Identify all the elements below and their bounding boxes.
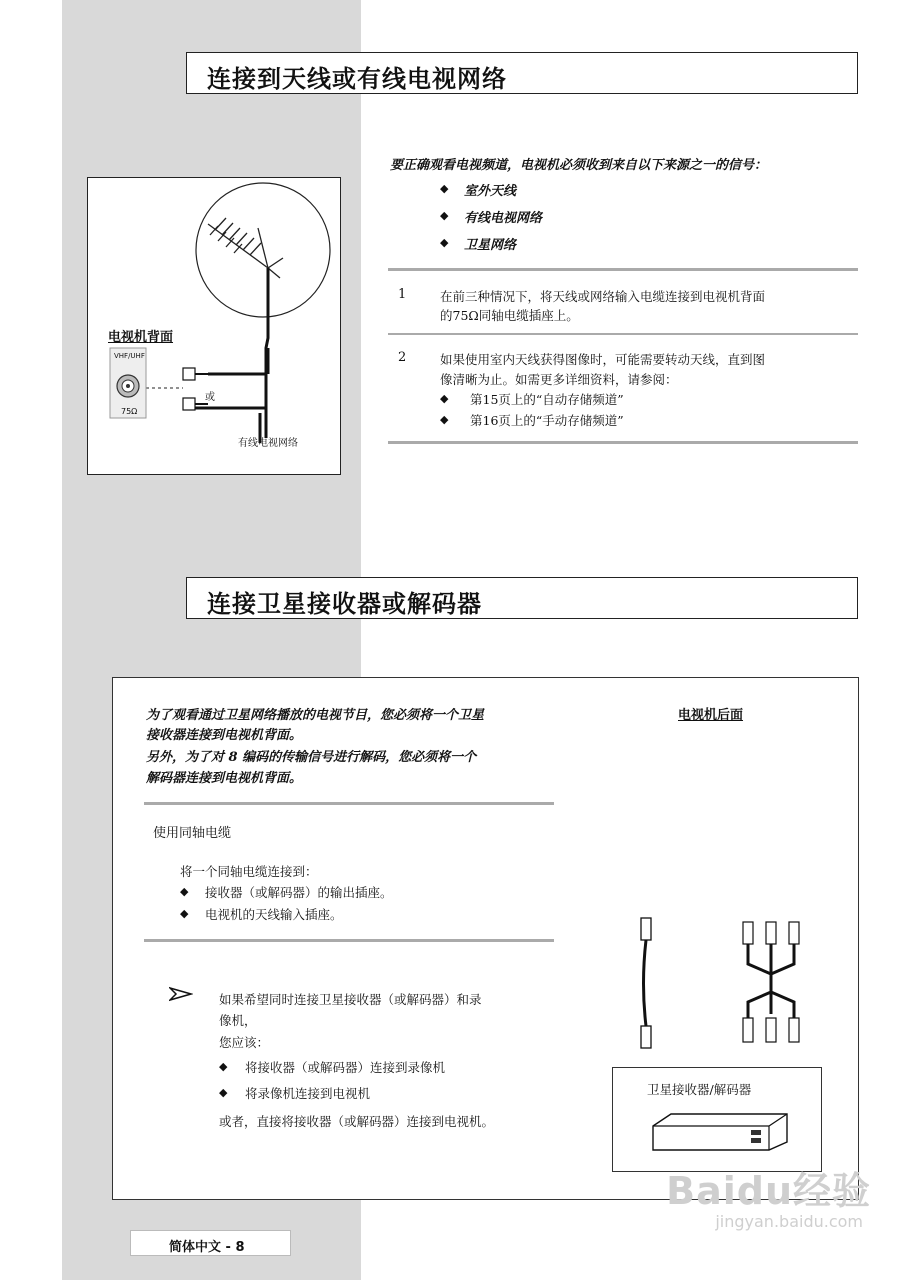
divider (388, 441, 858, 444)
satellite-intro-line: 接收器连接到电视机背面。 (146, 728, 303, 743)
note-line: 如果希望同时连接卫星接收器（或解码器）和录 (219, 992, 482, 1007)
note-line: 像机， (219, 1013, 257, 1028)
section1-title: 连接到天线或有线电视网络 (207, 64, 507, 93)
receiver-label: 卫星接收器/解码器 (647, 1082, 752, 1097)
section2-title-box (186, 577, 858, 619)
step-text: 像清晰为止。如需更多详细资料，请参阅： (440, 372, 678, 387)
satellite-intro-line: 解码器连接到电视机背面。 (146, 771, 303, 786)
note-item: 将接收器（或解码器）连接到录像机 (245, 1060, 446, 1075)
bullet-icon: ◆ (180, 907, 189, 920)
step-number: 1 (398, 287, 407, 302)
section1-intro: 要正确观看电视频道，电视机必须收到来自以下来源之一的信号： (390, 158, 768, 173)
section1-title-box (186, 52, 858, 94)
tv-back-label: 电视机背面 (108, 330, 174, 345)
note-alt: 或者，直接将接收器（或解码器）连接到电视机。 (219, 1114, 495, 1129)
divider (388, 333, 858, 335)
page-reference: 第15页上的“自动存储频道” (470, 392, 624, 407)
page-label: 简体中文 - 8 (169, 1240, 245, 1255)
vhf-uhf-label: VHF/UHF (114, 352, 145, 360)
coax-item: 电视机的天线输入插座。 (205, 907, 343, 922)
satellite-section-box (112, 677, 859, 1200)
note-item: 将录像机连接到电视机 (245, 1086, 371, 1101)
bullet-icon: ◆ (180, 885, 189, 898)
watermark-brand: Baidu经验 (666, 1169, 871, 1213)
bullet-icon: ◆ (440, 413, 449, 426)
receiver-device-icon (651, 1112, 791, 1152)
source-item: 室外天线 (464, 184, 517, 199)
source-item: 有线电视网络 (464, 211, 543, 226)
watermark-url: jingyan.baidu.com (715, 1212, 863, 1231)
page-footer (130, 1230, 291, 1256)
bullet-icon: ◆ (440, 182, 449, 195)
step-text: 如果使用室内天线获得图像时，可能需要转动天线，直到图 (440, 352, 766, 367)
note-arrow-icon (169, 986, 193, 1002)
bullet-icon: ◆ (440, 236, 449, 249)
page-reference: 第16页上的“手动存储频道” (470, 413, 624, 428)
divider (388, 268, 858, 271)
cables-diagram (623, 914, 823, 1064)
cable-network-label: 有线电视网络 (238, 438, 298, 449)
bullet-icon: ◆ (440, 209, 449, 222)
or-label: 或 (205, 392, 215, 403)
satellite-intro-line: 另外，为了对 8 编码的传输信号进行解码，您必须将一个 (146, 750, 477, 765)
ohm-label: 75Ω (121, 407, 138, 416)
note-line: 您应该： (219, 1035, 270, 1050)
tv-rear-label: 电视机后面 (678, 708, 744, 723)
coax-item: 接收器（或解码器）的输出插座。 (205, 885, 393, 900)
divider (144, 802, 554, 805)
receiver-figure (612, 1067, 822, 1172)
step-text: 在前三种情况下，将天线或网络输入电缆连接到电视机背面 (440, 289, 766, 304)
bullet-icon: ◆ (440, 392, 449, 405)
satellite-intro-line: 为了观看通过卫星网络播放的电视节目，您必须将一个卫星 (146, 708, 485, 723)
divider (144, 939, 554, 942)
step-number: 2 (398, 350, 407, 365)
coax-heading: 使用同轴电缆 (153, 826, 232, 841)
bullet-icon: ◆ (219, 1060, 228, 1073)
antenna-figure (87, 177, 341, 475)
bullet-icon: ◆ (219, 1086, 228, 1099)
section2-title: 连接卫星接收器或解码器 (207, 589, 482, 618)
source-item: 卫星网络 (464, 238, 517, 253)
step-text: 的75Ω同轴电缆插座上。 (440, 308, 579, 323)
coax-intro: 将一个同轴电缆连接到： (180, 864, 318, 879)
